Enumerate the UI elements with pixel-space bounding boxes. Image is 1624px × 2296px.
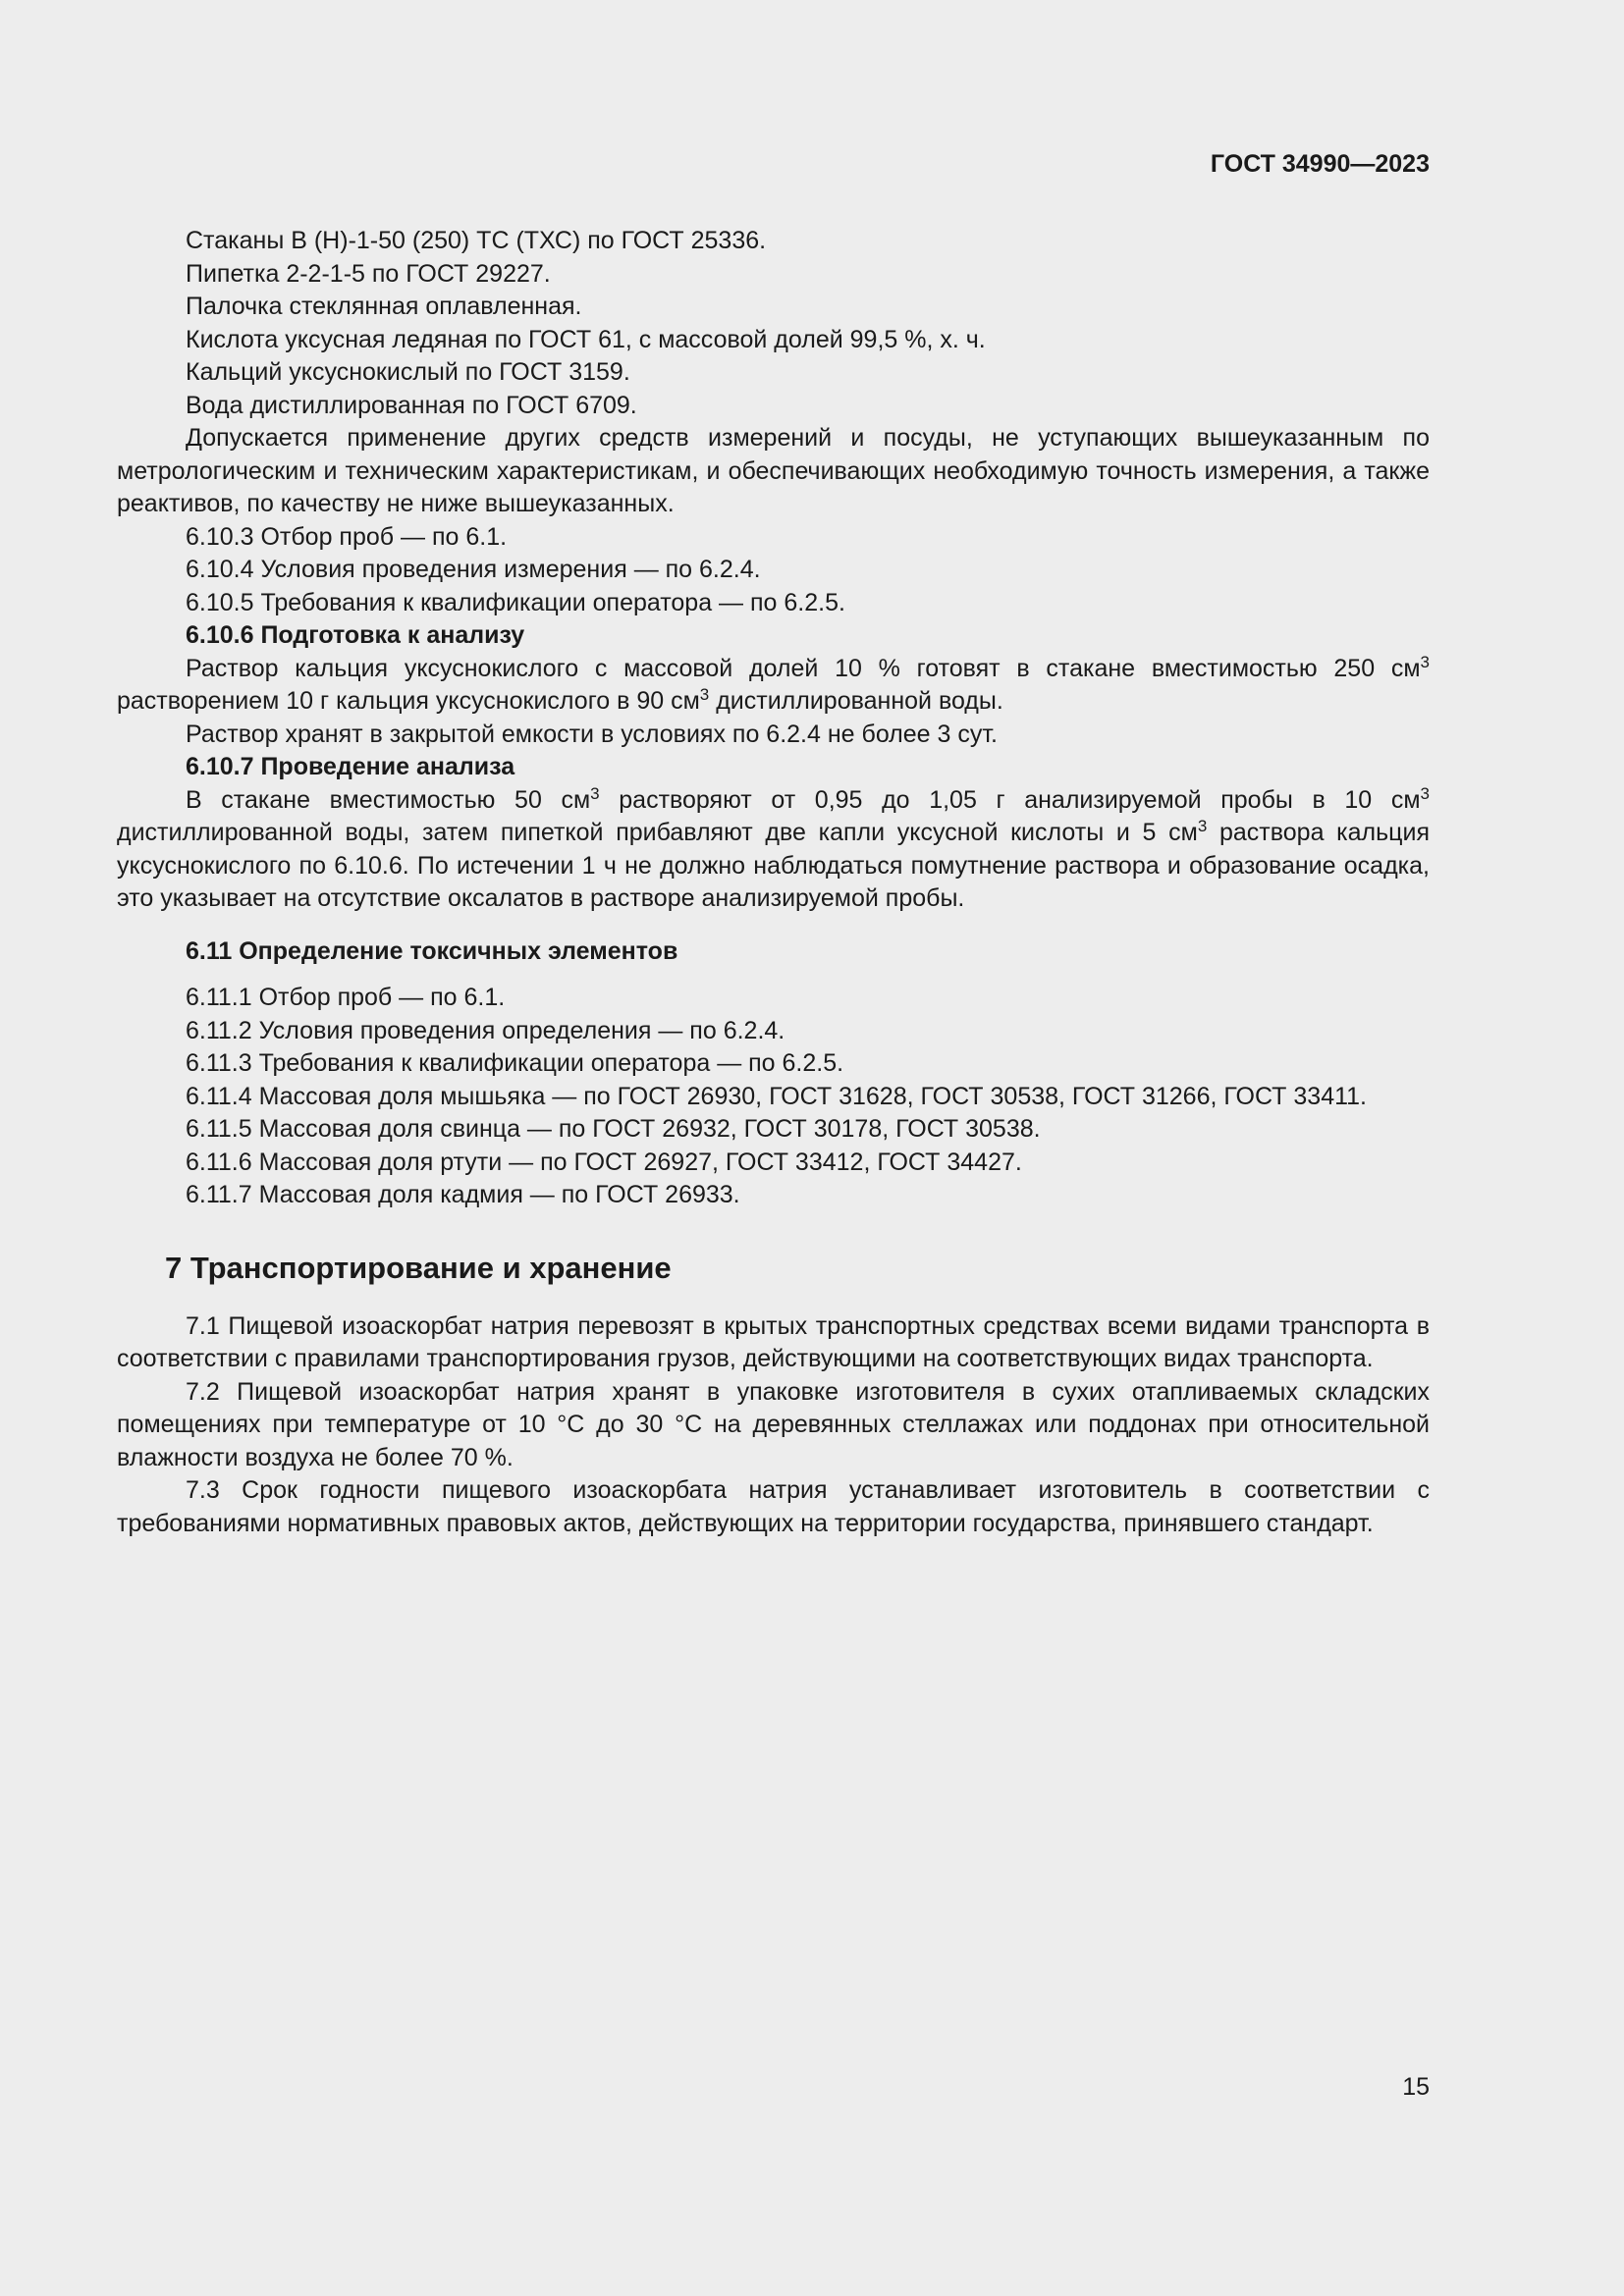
superscript: 3 [1420, 783, 1430, 803]
text-run: раствора кальция уксуснокислого по 6.10.6. По истечении 1 ч не должно наблюдаться помутнение раствора и образование осадка, это указывает на отсутствие оксалатов в растворе анализируемой пробы. [117, 819, 1430, 912]
paragraph-solution-prep [117, 653, 1430, 719]
text-run: В стакане вместимостью 50 см [186, 785, 591, 814]
paragraph: Кислота уксусная ледяная по ГОСТ 61, с массовой долей 99,5 %, х. ч. [186, 325, 986, 353]
paragraph: 6.10.5 Требования к квалификации оператора — по 6.2.5. [186, 588, 845, 616]
list-item: 6.11.3 Требования к квалификации оператора — по 6.2.5. [186, 1049, 844, 1077]
document-code-header: ГОСТ 34990—2023 [1210, 150, 1430, 178]
paragraph: Раствор хранят в закрытой емкости в условиях по 6.2.4 не более 3 сут. [186, 720, 998, 748]
section-title-6-11: 6.11 Определение токсичных элементов [186, 936, 678, 965]
list-item: 6.11.2 Условия проведения определения — по 6.2.4. [186, 1016, 785, 1044]
superscript: 3 [590, 783, 600, 803]
paragraph-analysis [117, 784, 1430, 916]
text-run: дистиллированной воды, затем пипеткой прибавляют две капли уксусной кислоты и 5 см [117, 819, 1198, 846]
superscript: 3 [1197, 817, 1208, 835]
paragraph: Допускается применение других средств измерений и посуды, не уступающих вышеуказанным по метрологическим и техническим характеристикам, и обеспечивающих необходимую точность измерения, а также реактивов, по качеству не ниже вышеуказанных. [117, 424, 1430, 517]
page-number: 15 [1402, 2073, 1430, 2101]
paragraph: Палочка стеклянная оплавленная. [186, 293, 582, 320]
text-run: Раствор кальция уксуснокислого с массовой долей 10 % готовят в стакане вместимостью 250 см [186, 654, 1421, 682]
text-run: растворением 10 г кальция уксуснокислого в 90 см [117, 687, 700, 715]
page-body [117, 225, 1430, 1540]
list-item: 6.11.4 Массовая доля мышьяка — по ГОСТ 26930, ГОСТ 31628, ГОСТ 30538, ГОСТ 31266, ГОСТ 33411. [186, 1082, 1367, 1110]
paragraph: 6.10.4 Условия проведения измерения — по 6.2.4. [186, 556, 761, 583]
paragraph: Кальций уксуснокислый по ГОСТ 3159. [186, 358, 630, 386]
list-item: 6.11.6 Массовая доля ртути — по ГОСТ 26927, ГОСТ 33412, ГОСТ 34427. [186, 1148, 1022, 1176]
paragraph: 7.1 Пищевой изоаскорбат натрия перевозят в крытых транспортных средствах всеми видами транспорта в соответствии с правилами транспортирования грузов, действующими на соответствующих видах транспорта. [117, 1311, 1430, 1372]
subsection-title-6-10-6: 6.10.6 Подготовка к анализу [186, 621, 525, 649]
paragraph: 6.10.3 Отбор проб — по 6.1. [186, 522, 508, 551]
paragraph: Пипетка 2-2-1-5 по ГОСТ 29227. [186, 259, 551, 288]
text-run: дистиллированной воды. [709, 687, 1003, 715]
superscript: 3 [699, 685, 710, 704]
paragraph: 7.2 Пищевой изоаскорбат натрия хранят в упаковке изготовителя в сухих отапливаемых складских помещениях при температуре от 10 °С до 30 °С на деревянных стеллажах или поддонах при относительной влажности воздуха не более 70 %. [117, 1377, 1430, 1471]
section-heading-7: 7 Транспортирование и хранение [165, 1250, 672, 1285]
superscript: 3 [1420, 652, 1430, 671]
subsection-title-6-10-7: 6.10.7 Проведение анализа [186, 753, 515, 780]
list-item: 6.11.1 Отбор проб — по 6.1. [186, 984, 506, 1011]
paragraph: Вода дистиллированная по ГОСТ 6709. [186, 391, 637, 419]
list-item: 6.11.5 Массовая доля свинца — по ГОСТ 26932, ГОСТ 30178, ГОСТ 30538. [186, 1115, 1041, 1143]
list-item: 6.11.7 Массовая доля кадмия — по ГОСТ 26933. [186, 1181, 740, 1208]
paragraph: 7.3 Срок годности пищевого изоаскорбата натрия устанавливает изготовитель в соответствии с требованиями нормативных правовых актов, действующих на территории государства, принявшего стандарт. [117, 1476, 1430, 1537]
text-run: растворяют от 0,95 до 1,05 г анализируемой пробы в 10 см [599, 785, 1421, 814]
paragraph: Стаканы В (Н)-1-50 (250) ТС (ТХС) по ГОСТ 25336. [186, 227, 767, 254]
